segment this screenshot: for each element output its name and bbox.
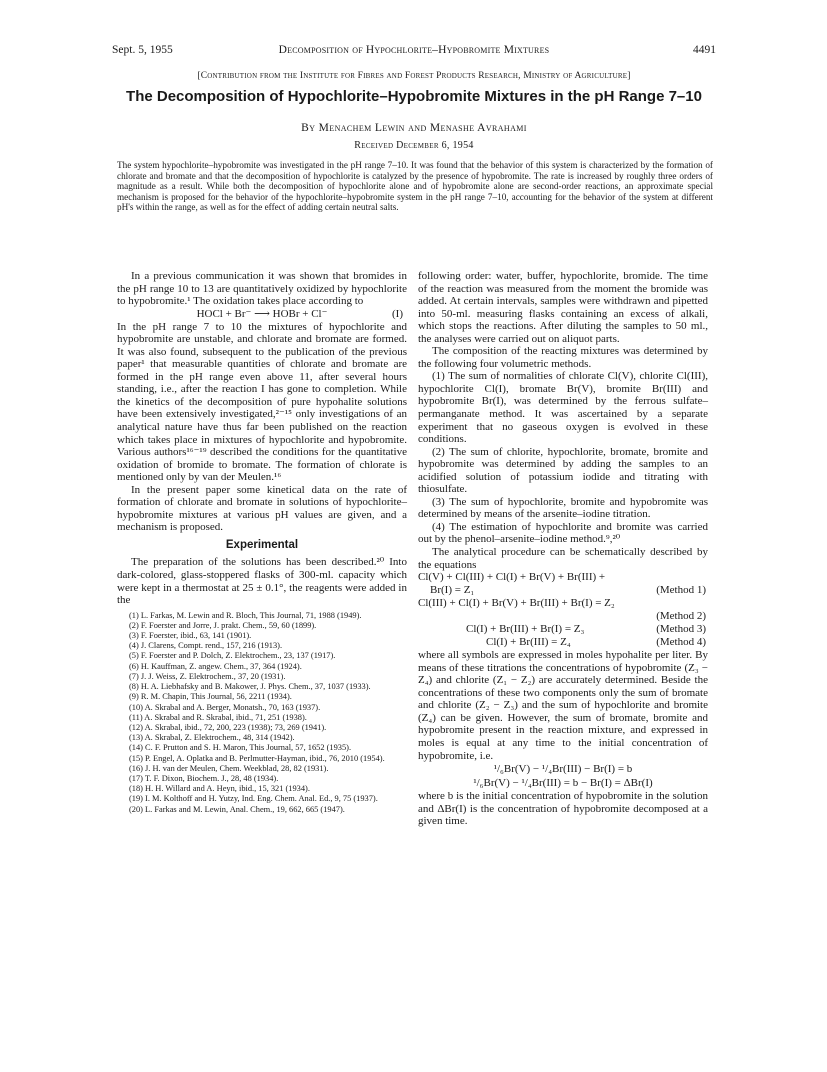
reference-item: (12) A. Skrabal, ibid., 72, 200, 223 (1938); 73, 269 (1941). xyxy=(129,722,327,732)
paragraph: The analytical procedure can be schematically described by the equations xyxy=(418,546,708,571)
method-4-line xyxy=(418,636,708,649)
reference-item: (14) C. F. Prutton and S. H. Maron, This Journal, 57, 1652 (1935). xyxy=(129,743,352,753)
reference-item: (7) J. J. Weiss, Z. Elektrochem., 37, 20 (1931). xyxy=(129,671,286,681)
equation-number: (I) xyxy=(392,307,403,320)
reference-item: (9) R. M. Chapin, This Journal, 56, 2211 (1934). xyxy=(129,692,292,702)
equation-text: Cl(I) + Br(III) = Z₄ xyxy=(486,636,571,649)
reference-item: (15) P. Engel, A. Oplatka and B. Perlmutter-Hayman, ibid., 76, 2010 (1954). xyxy=(129,753,385,763)
header-page-number: 4491 xyxy=(693,44,716,56)
paragraph: The composition of the reacting mixtures was determined by the following four volumetric methods. xyxy=(418,345,708,370)
reference-item: (6) H. Kauffman, Z. angew. Chem., 37, 364 (1924). xyxy=(129,661,302,671)
equation-text: Cl(III) + Cl(I) + Br(V) + Br(III) + Br(I) = Z₂ xyxy=(418,597,615,610)
reference-item: (20) L. Farkas and M. Lewin, Anal. Chem., 19, 662, 665 (1947). xyxy=(129,804,345,814)
reference-item: (1) L. Farkas, M. Lewin and R. Bloch, This Journal, 71, 1988 (1949). xyxy=(129,610,362,620)
references-list xyxy=(117,611,407,815)
equation-text: Cl(V) + Cl(III) + Cl(I) + Br(V) + Br(III) + xyxy=(418,571,606,584)
paragraph: (3) The sum of hypochlorite, bromite and hypobromite was determined by means of the arsenite–iodine titration. xyxy=(418,495,708,521)
method-1-line-2 xyxy=(418,584,708,597)
paragraph: (4) The estimation of hypochlorite and bromite was carried out by the phenol–arsenite–iodine method.⁹,²⁰ xyxy=(418,520,708,546)
paragraph: In the present paper some kinetical data on the rate of formation of chlorate and bromate in solutions of hypochlorite–hypobromite mixtures at various pH values are given, and a mechanism is proposed. xyxy=(117,483,407,534)
reference-item: (19) I. M. Kolthoff and H. Yutzy, Ind. Eng. Chem. Anal. Ed., 9, 75 (1937). xyxy=(129,794,378,804)
method-2-label-line xyxy=(418,610,708,623)
equation-text: Br(I) = Z₁ xyxy=(430,584,475,597)
method-1-line-1 xyxy=(418,571,708,584)
reference-item: (10) A. Skrabal and A. Berger, Monatsh., 70, 163 (1937). xyxy=(129,702,321,712)
reference-item: (5) F. Foerster and P. Dolch, Z. Elektrochem., 23, 137 (1917). xyxy=(129,651,336,661)
author-line: By Menachem Lewin and Menashe Avrahami xyxy=(301,122,527,134)
reference-item: (16) J. H. van der Meulen, Chem. Weekblad, 28, 82 (1931). xyxy=(129,763,329,773)
paragraph: The preparation of the solutions has been described.²⁰ Into dark-colored, glass-stoppered flasks of 300-ml. capacity which were kept in a thermostat at 25 ± 0.1°, the reagents were added in the xyxy=(117,556,407,607)
method-3-line xyxy=(418,623,708,636)
left-column xyxy=(117,270,407,815)
reference-item: (4) J. Clarens, Compt. rend., 157, 216 (1913). xyxy=(129,641,283,651)
section-heading-experimental: Experimental xyxy=(225,538,299,551)
reference-item: (3) F. Foerster, ibid., 63, 141 (1901). xyxy=(129,631,252,641)
method-label: (Method 3) xyxy=(656,623,706,636)
paragraph: In the pH range 7 to 10 the mixtures of hypochlorite and hypobromite are unstable, and chlorate and bromate are formed. It was also found, subsequent to the publication of the previous paper¹ that measurable quantities of chlorate and bromate are formed in the pH range even above 11, after several hours standing, i.e., after the reaction I has gone to completion. While the kinetics of the decomposition of pure hypohalite solutions have been extensively investigated,²⁻¹⁵ only investigations of an analytical nature have thus far been published on the reaction which takes place in mixtures of hypochlorite and hypobromite. Various authors¹⁶⁻¹⁹ described the conditions for the quantitative oxidation of bromide to bromate. The formation of chlorate is mentioned only by van der Meulen.¹⁶ xyxy=(117,320,407,484)
reference-item: (2) F. Foerster and Jorre, J. prakt. Chem., 59, 60 (1899). xyxy=(129,620,317,630)
reference-item: (8) H. A. Liebhafsky and B. Makower, J. Phys. Chem., 37, 1037 (1933). xyxy=(129,682,371,692)
equation-text: Cl(I) + Br(III) + Br(I) = Z₃ xyxy=(466,623,585,636)
equation-text: HOCl + Br⁻ ⟶ HOBr + Cl⁻ xyxy=(196,307,328,320)
article-title: The Decomposition of Hypochlorite–Hypobromite Mixtures in the pH Range 7–10 xyxy=(126,88,702,105)
reference-item: (17) T. F. Dixon, Biochem. J., 28, 48 (1934). xyxy=(129,773,279,783)
reference-item: (18) H. H. Willard and A. Heyn, ibid., 15, 321 (1934). xyxy=(129,784,310,794)
paragraph: where all symbols are expressed in moles hypohalite per liter. By means of these titrations the concentrations of hypobromite (Z₃ − Z₄) and chlorite (Z₁ − Z₂) are accurately determined. Beside the concentrations of these two components only the sum of bromate and chlorite (Z₂ − Z₃) and the sum of hypochlorite and bromite (Z₄) can be given. However, the sum of bromate, bromite and hypobromite present in the reaction mixture, and expressed in moles is equal at any time to the initial concentration of hypobromite, i.e. xyxy=(418,649,708,762)
received-date: Received December 6, 1954 xyxy=(354,140,474,151)
paragraph: (2) The sum of chlorite, hypochlorite, bromate, bromite and hypobromite was determined by adding the samples to an acidified solution of potassium iodide and titrating with thiosulfate. xyxy=(418,445,708,496)
header-running-title: Decomposition of Hypochlorite–Hypobromite Mixtures xyxy=(278,44,550,56)
equation-b2: ¹/₆Br(V) − ¹/₄Br(III) = b − Br(I) = ΔBr(I) xyxy=(473,776,653,789)
abstract: The system hypochlorite–hypobromite was investigated in the pH range 7–10. It was found that the behavior of this system is characterized by the formation of chlorate and bromate and that the decomposition of hypochlorite is catalyzed by the presence of hypobromite. The rate is increased by roughly three orders of magnitude as a result. While both the decomposition of hypochlorite alone and of hypobromite alone are second-order reactions, an approximate special mechanism is proposed for the behavior of the hypochlorite–hypobromite system in the pH range 7–10, accounting for the behavior of the system at different pH's within the range, as well as for the effect of adding certain neutral salts. xyxy=(117,160,713,212)
reference-item: (11) A. Skrabal and R. Skrabal, ibid., 71, 251 (1938). xyxy=(129,712,307,722)
equation-1 xyxy=(117,308,407,321)
method-label: (Method 1) xyxy=(656,584,706,597)
method-label: (Method 2) xyxy=(656,610,706,623)
method-2-line xyxy=(418,597,708,610)
reference-item: (13) A. Skrabal, Z. Elektrochem., 48, 314 (1942). xyxy=(129,733,295,743)
paragraph: where b is the initial concentration of hypobromite in the solution and ΔBr(I) is the concentration of hypobromite decomposed at a given time. xyxy=(418,790,708,828)
equation-b1: ¹/₆Br(V) − ¹/₄Br(III) − Br(I) = b xyxy=(493,763,633,776)
paragraph: following order: water, buffer, hypochlorite, bromide. The time of the reaction was measured from the moment the bromide was added. At certain intervals, samples were withdrawn and pipetted into 50-ml. measuring flasks containing an excess of alkali, which stops the reactions. After diluting the samples to 50 ml., the analyses were carried out on aliquot parts. xyxy=(418,270,708,345)
header-date: Sept. 5, 1955 xyxy=(112,44,173,56)
method-label: (Method 4) xyxy=(656,636,706,649)
paragraph: (1) The sum of normalities of chlorate Cl(V), chlorite Cl(III), hypochlorite Cl(I), bromate Br(V), bromite Br(III) and hypobromite Br(I), was determined by the ferrous sulfate–permanganate method. It was ascertained by a separate experiment that no gaseous oxygen is evolved in these conditions. xyxy=(418,370,708,446)
contribution-line: [Contribution from the Institute for Fibres and Forest Products Research, Ministry of Agriculture] xyxy=(197,71,631,81)
right-column xyxy=(418,270,708,828)
paragraph: In a previous communication it was shown that bromides in the pH range 10 to 13 are quantitatively oxidized by hypochlorite to hypobromite.¹ The oxidation takes place according to xyxy=(117,270,407,308)
running-header xyxy=(112,44,716,60)
